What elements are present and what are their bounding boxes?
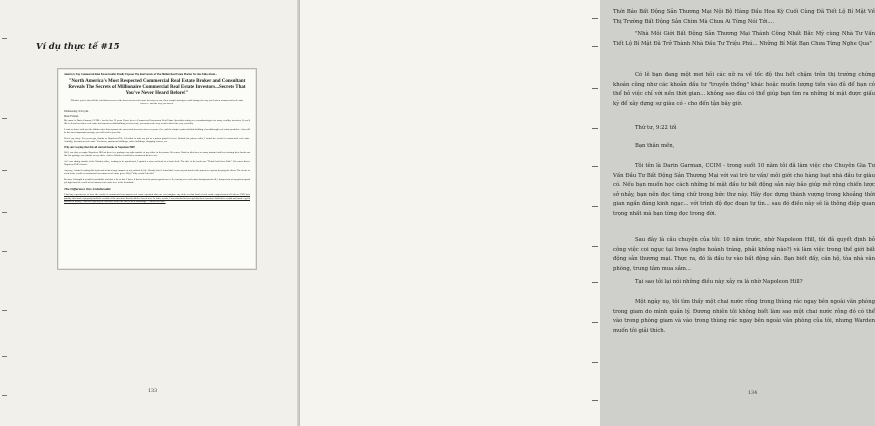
right-page (300, 0, 875, 426)
right-paragraph-body-3: Một ngày nọ, tôi tìm thấy một chai nước rỗng trong thùng rác ngay bên ngoài văn phòng trong giam do mình quản lý. Đương nhiên tôi không biết làm sao một chai nước rỗng đó có thể vào trong phòng giam và vào trong thùng rác ngay bên ngoài văn phòng của tôi, nhưng Warden muốn tôi giải thích. (613, 299, 875, 334)
letter-paragraph: Anyway, I started reading this book and it had a huge impact on my outlook in life. Shortly after I found that I was not just stuck at the prison in a prison keeping the doors. The desire to work in the world of commercial investment real estate grew. Why? Why would I do this? (64, 169, 250, 176)
right-edge-marks (590, 0, 600, 426)
letter-paragraph: Because I thought it would be profitable and also a lot of fun. I knew it had to beat the prison guard career. So, having zero real estate background at all, I jumped out of my prison guard job right into the world of investment real estate here in the heartland. (64, 178, 250, 185)
letter-paragraph: Here's my story: Ten years ago, thanks to Napoleon Hill, I decided to quit my job as a prison guard in Iowa. Outside the prison walls, I found the world of commercial real estate. Actually, investment real estate. You know, apartment buildings, office buildings, shopping centers, etc. (64, 136, 250, 144)
right-paragraph-body-1: Tôi tên là Darin Garman, CCIM - trong suốt 10 năm tôi đã làm việc cho Chuyên Gia Tư Vấn Đầu Tư Bất Động Sản Thương Mại với vai trò tư vấn/ môi giới cho hàng loạt nhà đầu tư giàu có. Nếu bạn muốn học cách những bí mật đầu tư bất động sản này bảo giúp mở rộng chiến lược sở nhảy, bạn nên đọc từng chữ trong bức thư này. Hãy đọc dựng thành vượng trong khoảng thời gian ngắn đáng kinh ngạc... với trình độ đọc đoạn tự tìn... sau đó điều này sẽ là thông điệp quan trọng nhất mà bạn từng đọc trong đời. (613, 163, 875, 217)
letter-paragraph: I had my experiences of how the world of commercial investment real estate operated that one can imagine: my desk at what kind of real estate outperformed all others AND how quickly this kind of property built the wealth of the investors that decided to invest in it. In other words, I was shocked at how quickly these investors built their wealth and made a good amount of money. And how quickly the investors could use this to their advantage... I mean is it true? (64, 193, 250, 203)
letter-greeting: Dear Friend, (64, 113, 79, 118)
example-title: Ví dụ thực tế #15 (36, 42, 120, 52)
sales-letter-scan (57, 68, 257, 270)
left-edge-marks (0, 0, 10, 426)
page-number-left: 133 (148, 389, 158, 394)
right-paragraph-intro: Có lẽ bạn đang một mơi hỏi các nữ ra về tốc độ thu hết chậm trên thị trường chứng khoán cũng như các khoản đầu tư "truyền thống" khác hoặc muốn lượng tiền vào đủ để bạn có thể bỏ việc chỉ với nền thời gian... không sao đâu có thể giúp bạn tìm ra những bí mật được giấu kỹ để xây dựng sự giàu có - cho đến tận bây giờ. (613, 72, 875, 107)
letter-paragraph: As I was sitting outside of the Warden office, waiting to be questioned, I spotted a worn out book in a book shelf. The title of the book was "Think And Grow Rich". Of course that is Napoleon Hill's classic. (64, 159, 250, 167)
right-paragraph-date: Thứ tư, 9:22 tối (635, 125, 677, 131)
letter-paragraph: Well, one day as empty Napoleon Hill sat there in a garbage can right outside of my office in the prison. Of course I had no idea how so many inmates had been tossing their books out like the garbage was outside of my office. And so Warden would have mentioned them to me. (64, 150, 250, 158)
letter-question: Why am I saying that this all started thanks to Napoleon Hill? (64, 145, 136, 149)
letter-date: Wednesday, 9:22 pm. (64, 108, 89, 113)
right-paragraph-body-2: Sau đây là câu chuyện của tôi: 10 năm trước, nhờ Napoleon Hill, tôi đã quyết định bỏ công việc coi ngục tại Iowa (nghe hoành tráng, phải không nào?) và làm việc trong thế giới bất động sản thương mại. Thực ra, đó là đầu tư vào bất động sản. Bạn biết đấy, căn hộ, tòa nhà văn phòng, trung tâm mua sắm... (613, 237, 875, 272)
right-paragraph-greeting: Bạn thân mến, (635, 143, 675, 149)
letter-subhead: Whether you've tried all the cold hard secrets of the most serious real estate investors or not, these simple strategies could change the way you look at commercial real estate forever... and the way you invest. (70, 99, 244, 106)
letter-paragraph: My name is Darin Garman, CCIM -- for the last 19 years I have been a Commercial Investment Real Estate Specialist acting as a consultant/agent for many wealthy investors. If you'd like to learn how these real estate investment wealth-building secrets work, you must read every word in this letter very carefully. (64, 118, 250, 125)
letter-section-title: The Difference Was Unbelievable (64, 187, 111, 192)
letter-headline: "North America's Most Respected Commercial Real Estate Broker and Consultant Reveals The Secrets of Millionaire Commercial Real Estate Investors...Secrets That You've Never Heard Before!" (68, 79, 246, 96)
right-paragraph-question: Tại sao tôi lại nói những điều này xảy ra là nhờ Napoleon Hill? (635, 279, 803, 285)
letter-paragraph: I want to share with you the hidden rules that separate the successful investors from everyone else, and the simple system behind building a breakthrough real estate portfolio... that will be the most important message you will read in your life. (64, 127, 250, 134)
right-paragraph-headline: "Nhà Môi Giới Bất Động Sản Thương Mại Thành Công Nhất Bắc Mỹ cùng Nhà Tư Vấn Tiết Lộ Bí Mật Đã Trở Thành Nhà Đầu Tư Triệu Phú... Những Bí Mật Bạn Chưa Từng Nghe Qua" (613, 31, 875, 47)
left-page (0, 0, 300, 426)
letter-kicker: America's Top Commercial Real Estate Insider Finally Exposes The Real Secrets of The Hidden Real Estate Market No One Talks About... (64, 73, 218, 76)
page-number-right: 134 (748, 391, 758, 396)
right-paragraph-title: Thời Báo Bất Động Sản Thương Mại Nội Bộ Hàng Đầu Hoa Kỳ Cuối Cùng Đã Tiết Lộ Bí Mật Về Thị Trường Bất Động Sản Chìm Mà Chưa Ai Từng Nói Tới.... (613, 9, 875, 25)
